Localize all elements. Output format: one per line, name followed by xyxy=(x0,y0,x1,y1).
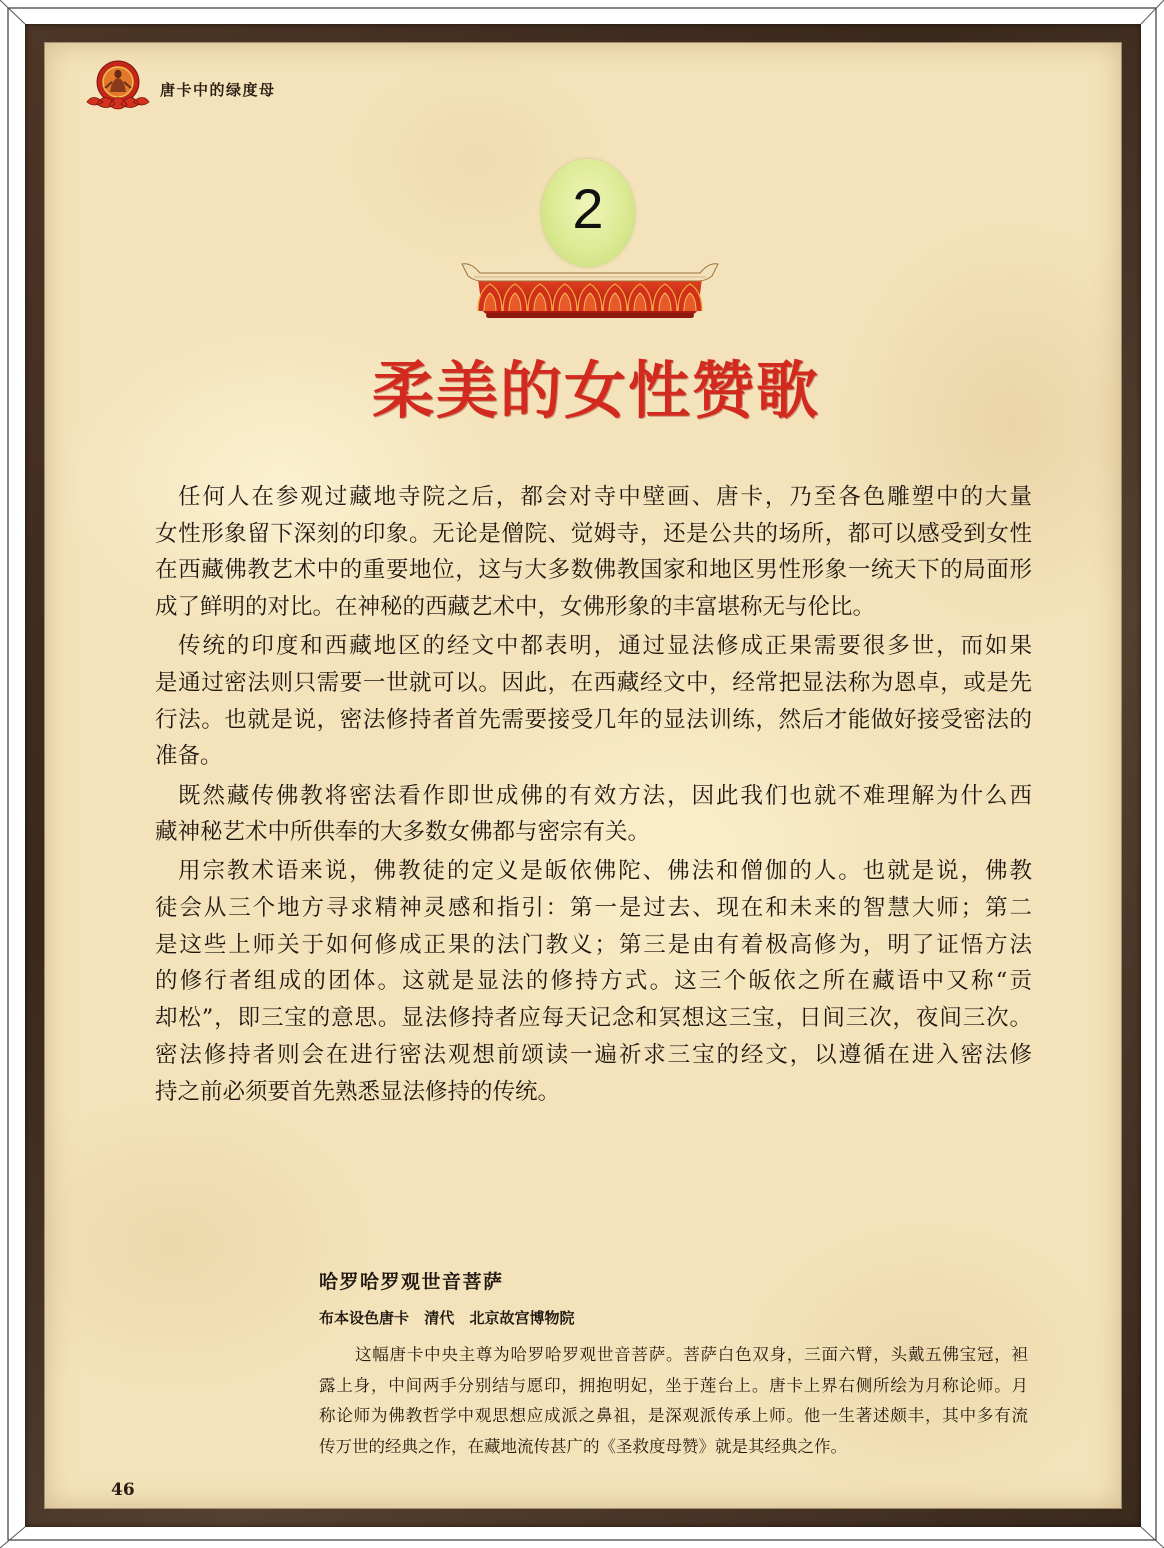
caption-subtitle: 布本设色唐卡 清代 北京故宫博物院 xyxy=(319,1309,575,1327)
lotus-emblem-icon xyxy=(83,58,153,114)
caption-line: 露上身，中间两手分别结与愿印，拥抱明妃，坐于莲台上。唐卡上界右侧所绘为月称论师。月 xyxy=(319,1375,1028,1395)
caption-title: 哈罗哈罗观世音菩萨 xyxy=(319,1271,504,1293)
body-paragraph xyxy=(155,778,1032,851)
running-header-title: 唐卡中的绿度母 xyxy=(160,81,276,99)
body-line: 准备。 xyxy=(155,743,223,770)
body-paragraph xyxy=(155,479,1032,626)
body-paragraph xyxy=(155,628,1032,775)
body-line: 任何人在参观过藏地寺院之后，都会对寺中壁画、唐卡，乃至各色雕塑中的大量 xyxy=(178,484,1032,510)
body-line: 密法修持者则会在进行密法观想前颂读一遍祈求三宝的经文，以遵循在进入密法修 xyxy=(155,1041,1032,1068)
caption-line: 传万世的经典之作，在藏地流传甚广的《圣救度母赞》就是其经典之作。 xyxy=(319,1437,847,1457)
caption-line: 称论师为佛教哲学中观思想应成派之鼻祖，是深观派传承上师。他一生著述颇丰，其中多有流 xyxy=(319,1406,1028,1426)
body-line: 既然藏传佛教将密法看作即世成佛的有效方法，因此我们也就不难理解为什么西 xyxy=(178,782,1032,809)
chapter-number-badge xyxy=(541,159,635,267)
page-number: 46 xyxy=(111,1480,135,1500)
body-line: 持之前必须要首先熟悉显法修持的传统。 xyxy=(155,1078,561,1105)
body-line: 传统的印度和西藏地区的经文中都表明，通过显法修成正果需要很多世，而如果 xyxy=(178,633,1032,660)
body-line: 行法。也就是说，密法修持者首先需要接受几年的显法训练，然后才能做好接受密法的 xyxy=(155,706,1032,733)
pedestal-bottom-rim xyxy=(486,313,694,318)
body-line: 是通过密法则只需要一世就可以。因此，在西藏经文中，经常把显法称为恩卓，或是先 xyxy=(155,669,1032,696)
body-paragraph xyxy=(155,853,1032,1110)
chapter-number: 2 xyxy=(572,177,604,240)
body-line: 是这些上师关于如何修成正果的法门教义；第三是由有着极高修为，明了证悟方法 xyxy=(155,931,1032,958)
caption-line: 这幅唐卡中央主尊为哈罗哈罗观世音菩萨。菩萨白色双身，三面六臂，头戴五佛宝冠，袒 xyxy=(355,1345,1028,1364)
chapter-title: 柔美的女性赞歌 xyxy=(371,354,820,427)
body-line: 徒会从三个地方寻求精神灵感和指引：第一是过去、现在和未来的智慧大师；第二 xyxy=(155,895,1032,922)
body-line: 的修行者组成的团体。这就是显法的修持方式。这三个皈依之所在藏语中又称“贡 xyxy=(155,968,1032,995)
emblem-lotus-petals xyxy=(87,98,149,110)
lotus-pedestal-icon xyxy=(460,258,720,322)
body-line: 成了鲜明的对比。在神秘的西藏艺术中，女佛形象的丰富堪称无与伦比。 xyxy=(155,594,876,621)
body-line: 藏神秘艺术中所供奉的大多数女佛都与密宗有关。 xyxy=(155,819,651,846)
pedestal-inner-petals xyxy=(484,293,696,311)
body-line: 在西藏佛教艺术中的重要地位，这与大多数佛教国家和地区男性形象一统天下的局面形 xyxy=(155,557,1032,584)
pedestal-top-tray xyxy=(462,264,718,281)
body-line: 用宗教术语来说，佛教徒的定义是皈依佛陀、佛法和僧伽的人。也就是说，佛教 xyxy=(178,858,1032,885)
body-text xyxy=(155,479,1032,1110)
body-line: 女性形象留下深刻的印象。无论是僧院、觉姆寺，还是公共的场所，都可以感受到女性 xyxy=(155,520,1032,547)
emblem-figure-head xyxy=(114,70,121,78)
caption-body xyxy=(319,1340,1028,1463)
body-line: 却松”，即三宝的意思。显法修持者应每天记念和冥想这三宝，日间三次，夜间三次。 xyxy=(155,1005,1032,1032)
